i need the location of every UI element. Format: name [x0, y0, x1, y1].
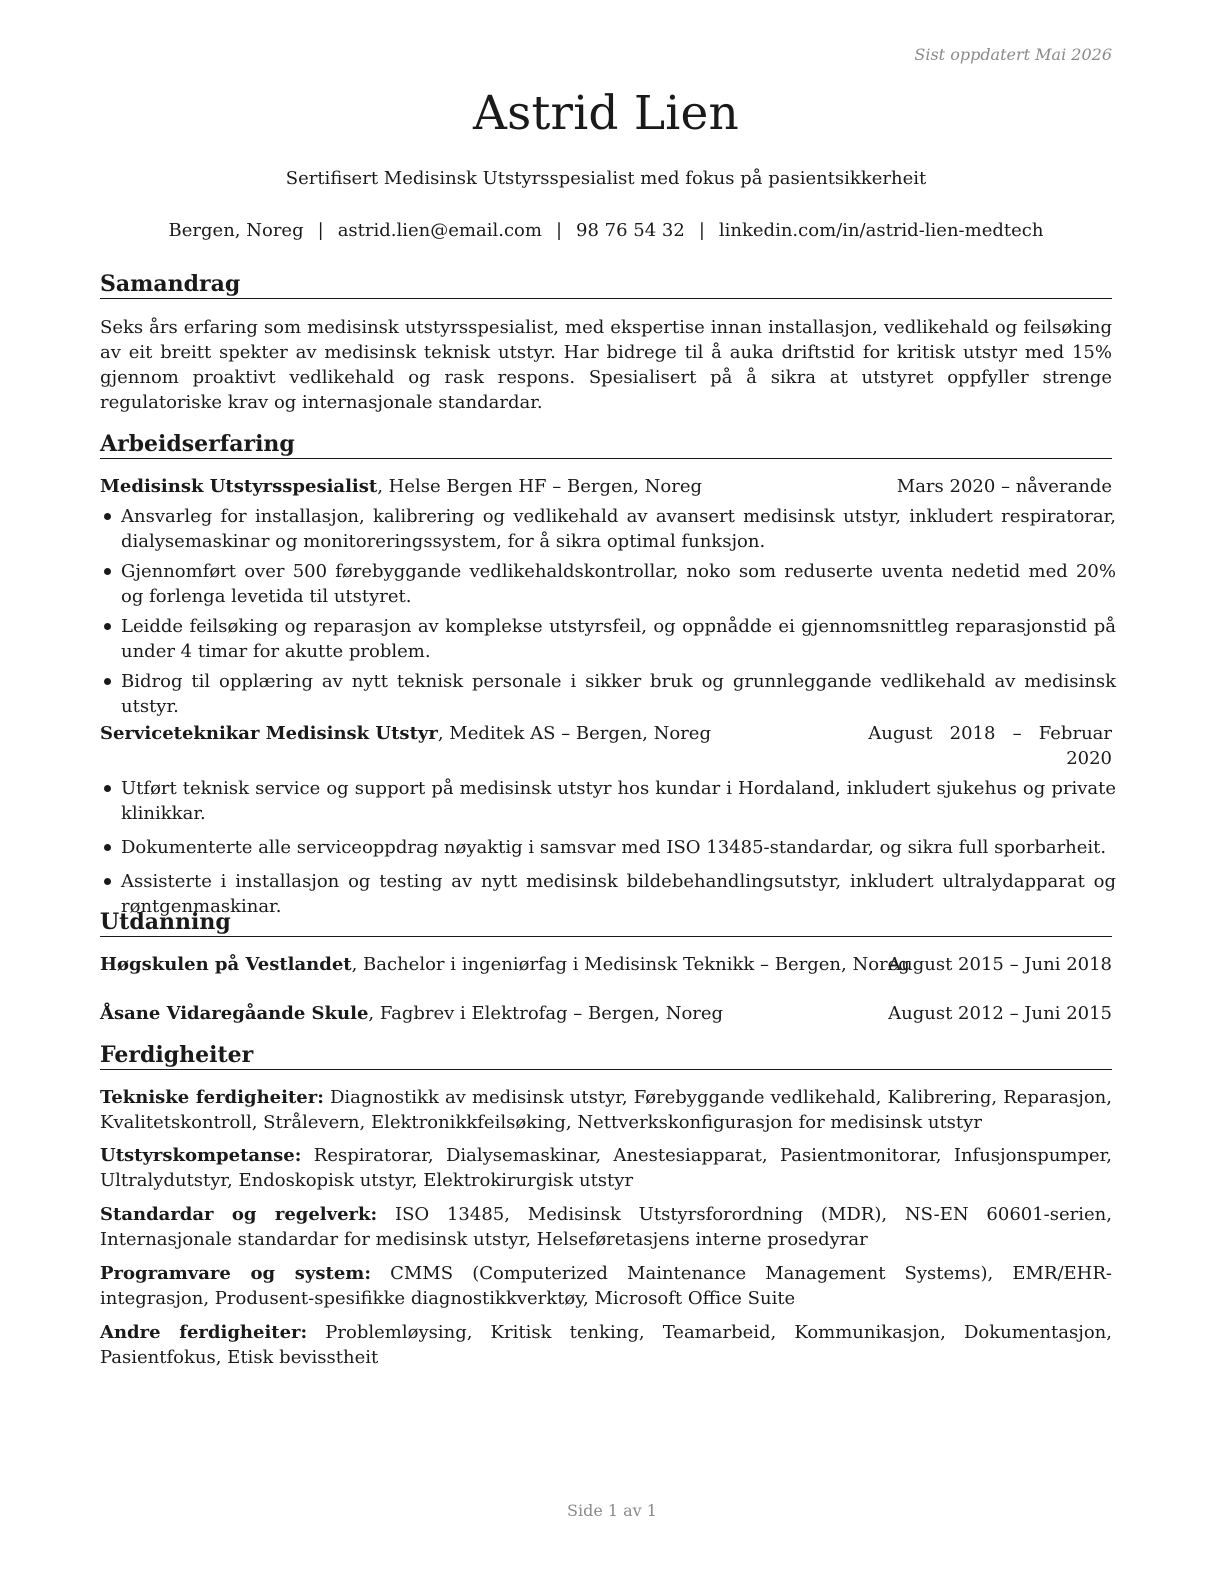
skill-group — [100, 1202, 1112, 1252]
job-bullet: Dokumenterte alle serviceoppdrag nøyaktig i samsvar med ISO 13485-standardar, og sikra full sporbarheit. — [100, 835, 1116, 860]
contact-line — [100, 220, 1112, 241]
job-dates-line1: August 2018 – Februar — [868, 723, 1112, 744]
section-title-experience: Arbeidserfaring — [100, 431, 1112, 459]
skill-text: ISO 13485, Medisinsk Utstyrsforordning (MDR), NS-EN 60601-serien, Internasjonale standardar for medisinsk utstyr, Helseføretasjens interne prosedyrar — [100, 1204, 1112, 1250]
job-bullet: Bidrog til opplæring av nytt teknisk personale i sikker bruk og grunnleggande vedlikehald av medisinsk utstyr. — [100, 669, 1116, 719]
skill-label: Utstyrskompetanse: — [100, 1145, 302, 1166]
education-dates: August 2015 – Juni 2018 — [888, 954, 1112, 975]
contact-linkedin[interactable]: linkedin.com/in/astrid-lien-medtech — [718, 220, 1044, 241]
section-title-education: Utdanning — [100, 909, 1112, 937]
contact-separator: | — [555, 220, 563, 241]
job-dates — [868, 721, 1112, 771]
education-school: Høgskulen på Vestlandet — [100, 954, 352, 975]
education-school: Åsane Vidaregåande Skule — [100, 1003, 369, 1024]
job-bullet: Utført teknisk service og support på medisinsk utstyr hos kundar i Hordaland, inkludert sjukehus og private klinikkar. — [100, 776, 1116, 826]
job-dates: Mars 2020 – nåverande — [896, 476, 1112, 497]
tagline: Sertifisert Medisinsk Utstyrsspesialist med fokus på pasientsikkerheit — [285, 168, 927, 189]
job-bullet: Gjennomført over 500 førebyggande vedlikehaldskontrollar, noko som reduserte uventa nedetid med 20% og forlenga levetida til utstyret. — [100, 559, 1116, 609]
job-dates-line2: 2020 — [1066, 748, 1112, 769]
skill-group — [100, 1261, 1112, 1311]
page-number: Side 1 av 1 — [567, 1501, 657, 1520]
job-bullet: Ansvarleg for installasjon, kalibrering og vedlikehald av avansert medisinsk utstyr, inkludert respiratorar, dialysemaskinar og monitoreringssystem, for å sikra optimal funksjon. — [100, 504, 1116, 554]
job-employer: , Meditek AS – Bergen, Noreg — [437, 723, 711, 744]
skill-text: Diagnostikk av medisinsk utstyr, Førebyggande vedlikehald, Kalibrering, Reparasjon, Kvalitetskontroll, Strålevern, Elektronikkfeilsøking, Nettverkskonfigurasjon for medisinsk utstyr — [100, 1087, 1112, 1133]
skill-group — [100, 1143, 1112, 1193]
skill-label: Tekniske ferdigheiter: — [100, 1087, 324, 1108]
contact-separator: | — [698, 220, 705, 241]
education-detail: , Bachelor i ingeniørfag i Medisinsk Teknikk – Bergen, Noreg — [351, 954, 910, 975]
section-title-summary: Samandrag — [100, 271, 1112, 299]
skill-group — [100, 1320, 1112, 1370]
job-bullet: Leidde feilsøking og reparasjon av komplekse utstyrsfeil, og oppnådde ei gjennomsnittleg reparasjonstid på under 4 timar for akutte problem. — [100, 614, 1116, 664]
contact-separator: | — [317, 220, 324, 241]
job-role: Medisinsk Utstyrsspesialist — [100, 476, 378, 497]
skill-label: Andre ferdigheiter: — [100, 1322, 308, 1343]
contact-phone: 98 76 54 32 — [576, 220, 685, 241]
last-updated: Sist oppdatert Mai 2026 — [914, 45, 1112, 64]
skill-label: Standardar og regelverk: — [100, 1204, 378, 1225]
skill-label: Programvare og system: — [100, 1263, 371, 1284]
contact-location: Bergen, Noreg — [168, 220, 304, 241]
skill-text: CMMS (Computerized Maintenance Management Systems), EMR/EHR-integrasjon, Produsent-spesifikke diagnostikkverktøy, Microsoft Office Suite — [100, 1263, 1113, 1309]
candidate-name: Astrid Lien — [472, 86, 739, 141]
job-bullets — [100, 776, 1116, 919]
education-item — [100, 1001, 1112, 1026]
job-header — [100, 474, 1112, 499]
education-dates: August 2012 – Juni 2015 — [888, 1003, 1112, 1024]
education-detail: , Fagbrev i Elektrofag – Bergen, Noreg — [368, 1003, 724, 1024]
summary-text: Seks års erfaring som medisinsk utstyrsspesialist, med ekspertise innan installasjon, vedlikehald og feilsøking av eit breitt spekter av medisinsk teknisk utstyr. Har bidrege til å auka driftstid for kritisk utstyr med 15% gjennom proaktivt vedlikehald og rask respons. Spesialisert på å sikra at utstyret oppfyller strenge regulatoriske krav og internasjonale standardar. — [100, 317, 1112, 413]
job-bullet: Assisterte i installasjon og testing av nytt medisinsk bildebehandlingsutstyr, inkludert ultralydapparat og røntgenmaskinar. — [100, 869, 1116, 919]
section-title-skills: Ferdigheiter — [100, 1042, 1112, 1070]
skill-text: Respiratorar, Dialysemaskinar, Anestesiapparat, Pasientmonitorar, Infusjonspumper, Ultralydutstyr, Endoskopisk utstyr, Elektrokirurgisk utstyr — [100, 1145, 1112, 1191]
job-employer: , Helse Bergen HF – Bergen, Noreg — [377, 476, 703, 497]
job-bullets — [100, 504, 1116, 719]
education-item — [100, 952, 1112, 977]
skill-text: Problemløysing, Kritisk tenking, Teamarbeid, Kommunikasjon, Dokumentasjon, Pasientfokus, Etisk bevisstheit — [100, 1322, 1112, 1368]
job-role: Serviceteknikar Medisinsk Utstyr — [100, 723, 438, 744]
job-header — [100, 721, 1112, 769]
contact-email[interactable]: astrid.lien@email.com — [337, 220, 542, 241]
skill-group — [100, 1085, 1112, 1135]
